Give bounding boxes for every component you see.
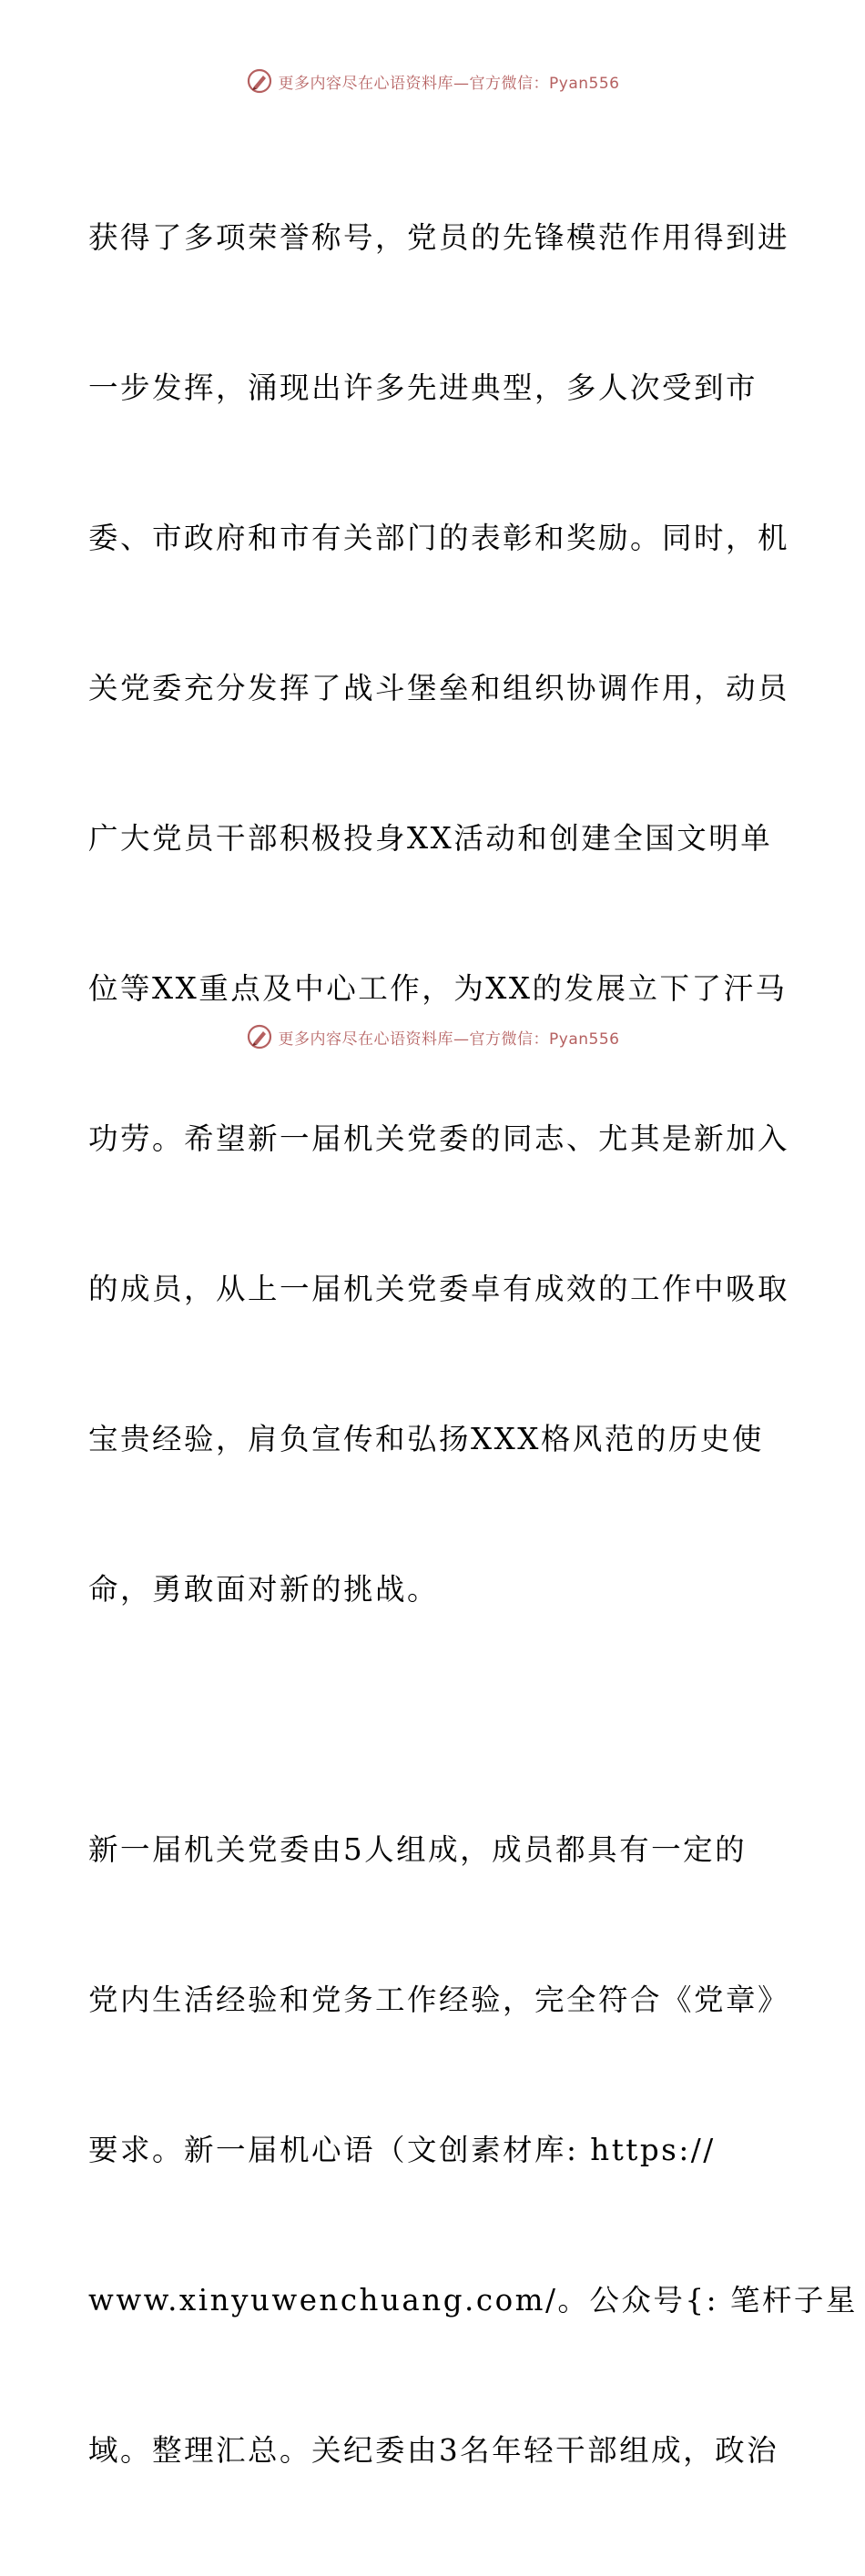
- text-line: 关党委充分发挥了战斗堡垒和组织协调作用，动员: [88, 671, 790, 705]
- watermark-text: 更多内容尽在心语资料库—官方微信：Pyan556: [278, 1029, 620, 1049]
- text-line: 委、市政府和市有关部门的表彰和奖励。同时，机: [88, 521, 790, 555]
- text-line: 党内生活经验和党务工作经验，完全符合《党章》: [88, 1983, 790, 2017]
- text-line: 位等XX重点及中心工作，为XX的发展立下了汗马: [88, 971, 788, 1006]
- text-line: 命，勇敢面对新的挑战。: [88, 1572, 440, 1607]
- text-line: 要求。新一届机心语（文创素材库: https://: [88, 2133, 716, 2167]
- paragraph-2: [88, 1725, 858, 2576]
- text-line: 宝贵经验，肩负宣传和弘扬XXX格风范的历史使: [88, 1422, 764, 1456]
- footer-watermark: [0, 1023, 865, 1050]
- pen-logo-icon: [246, 67, 273, 95]
- text-line: 一步发挥，涌现出许多先进典型，多人次受到市: [88, 370, 758, 405]
- text-line: 获得了多项荣誉称号，党员的先锋模范作用得到进: [88, 220, 790, 255]
- watermark-text: 更多内容尽在心语资料库—官方微信：Pyan556: [278, 74, 620, 93]
- pen-logo-icon: [246, 1023, 273, 1050]
- text-line: 域。整理汇总。关纪委由3名年轻干部组成，政治: [88, 2433, 779, 2468]
- text-line: 广大党员干部积极投身XX活动和创建全国文明单: [88, 821, 773, 856]
- text-line: 的成员，从上一届机关党委卓有成效的工作中吸取: [88, 1272, 790, 1306]
- document-body: [88, 113, 858, 2576]
- text-line: www.xinyuwenchuang.com/。公众号{: 笔杆子星: [88, 2283, 858, 2317]
- text-line: 功劳。希望新一届机关党委的同志、尤其是新加入: [88, 1121, 790, 1156]
- header-watermark: [0, 67, 865, 95]
- text-line: 新一届机关党委由5人组成，成员都具有一定的: [88, 1832, 748, 1867]
- paragraph-1: [88, 113, 790, 1715]
